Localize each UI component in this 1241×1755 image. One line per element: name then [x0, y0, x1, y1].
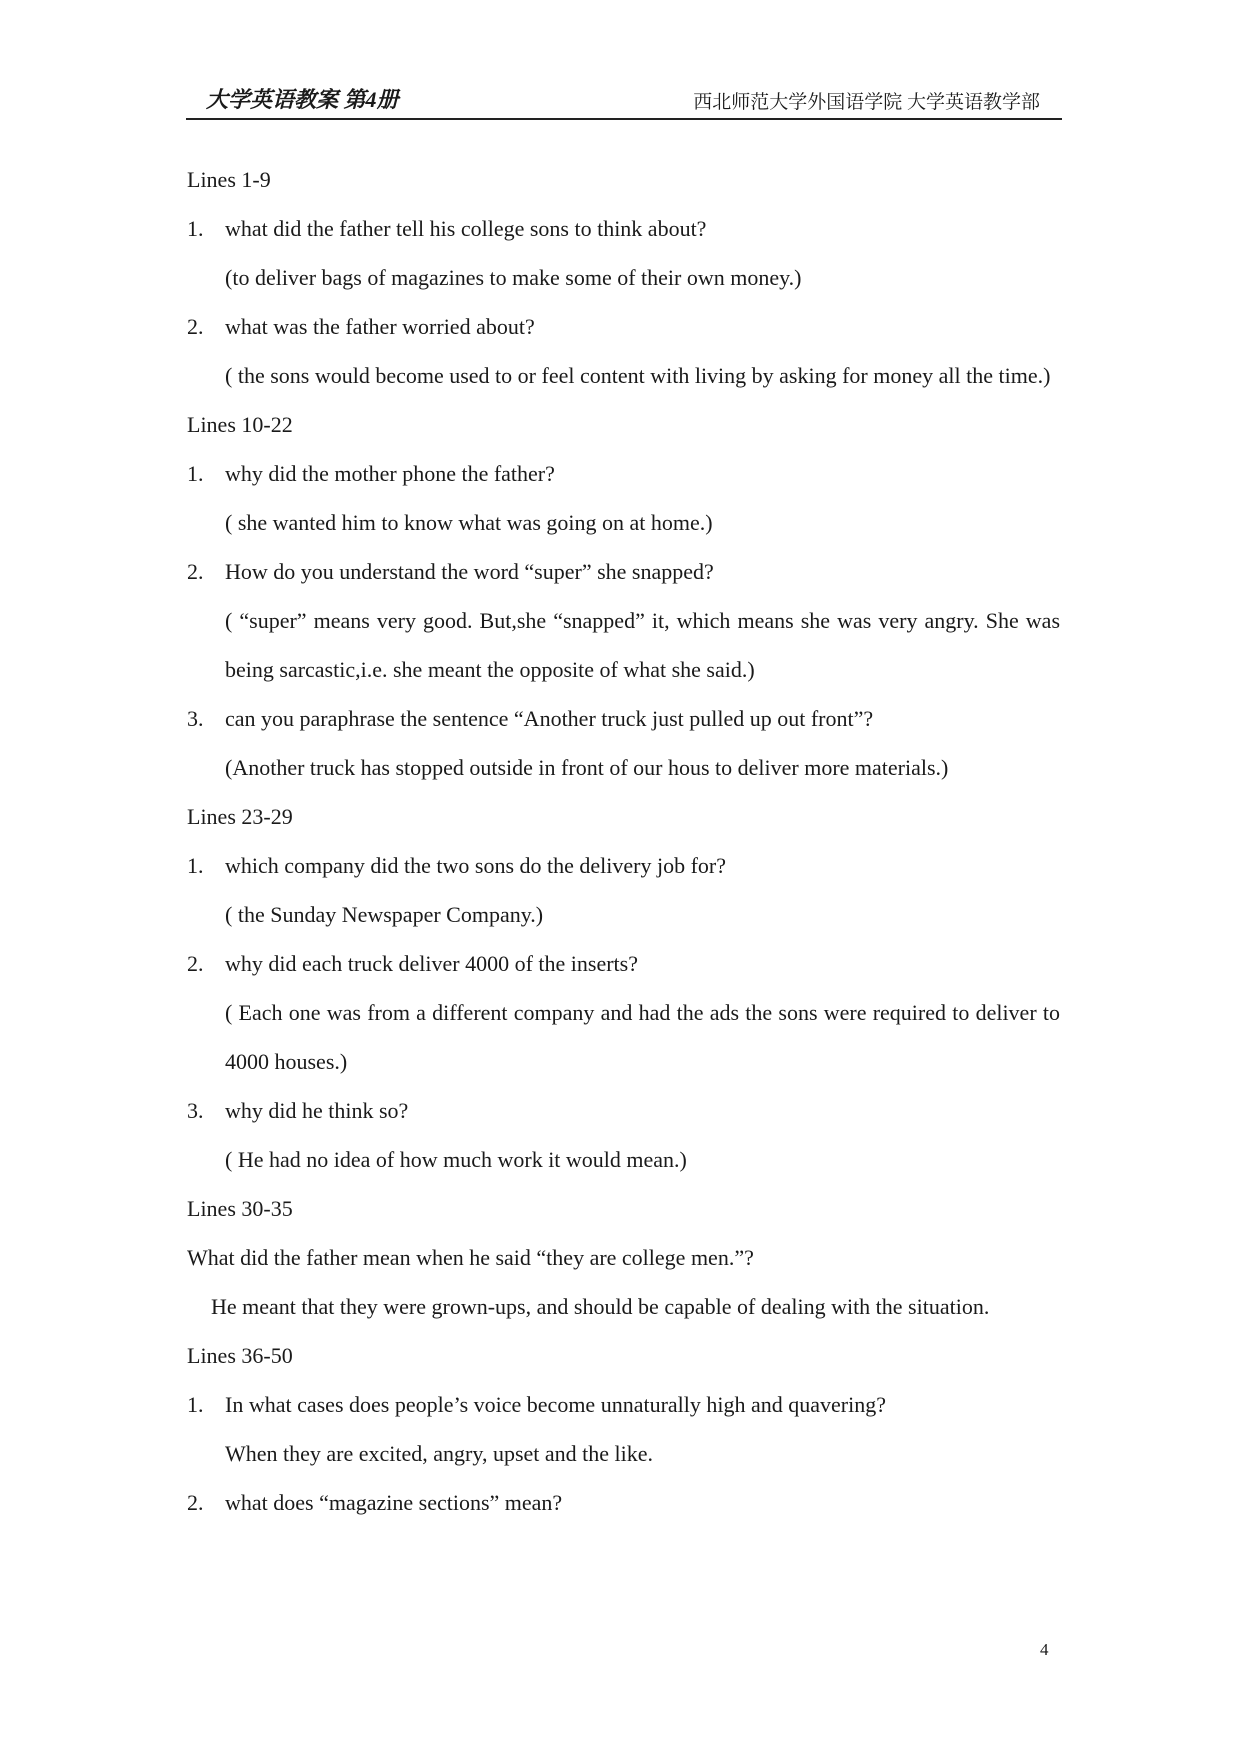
page-number: 4 [1040, 1640, 1049, 1659]
question-text: What did the father mean when he said “they are college men.”? [187, 1245, 754, 1270]
question-text: what did the father tell his college sons to think about? [225, 216, 707, 241]
question-item [187, 547, 1060, 596]
question-item [187, 1478, 1060, 1527]
question-number: 2. [187, 1490, 204, 1515]
answer-text: He meant that they were grown-ups, and should be capable of dealing with the situation. [211, 1294, 990, 1319]
answer-text: When they are excited, angry, upset and the like. [225, 1441, 654, 1466]
question-text: can you paraphrase the sentence “Another truck just pulled up out front”? [225, 706, 874, 731]
question-item [187, 204, 1060, 253]
question-text: what was the father worried about? [225, 314, 535, 339]
question-text: why did each truck deliver 4000 of the inserts? [225, 951, 638, 976]
question-number: 3. [187, 706, 204, 731]
question-item [187, 694, 1060, 743]
answer-text: ( He had no idea of how much work it would mean.) [225, 1147, 687, 1172]
question-number: 2. [187, 951, 204, 976]
answer-text: ( she wanted him to know what was going on at home.) [225, 510, 713, 535]
document-body [187, 155, 1060, 1527]
page-header [186, 88, 1062, 120]
question-item [187, 449, 1060, 498]
question-number: 2. [187, 559, 204, 584]
question-number: 1. [187, 461, 204, 486]
section-heading: Lines 23-29 [187, 804, 293, 829]
section-heading: Lines 30-35 [187, 1196, 293, 1221]
answer-text: ( the Sunday Newspaper Company.) [225, 902, 544, 927]
question-text: How do you understand the word “super” she snapped? [225, 559, 714, 584]
section-heading: Lines 36-50 [187, 1343, 293, 1368]
header-institution: 西北师范大学外国语学院 大学英语教学部 [693, 92, 1040, 113]
question-number: 1. [187, 1392, 204, 1417]
answer-text: (to deliver bags of magazines to make some of their own money.) [225, 265, 802, 290]
question-item [187, 302, 1060, 351]
answer-text: ( the sons would become used to or feel content with living by asking for money all the time.) [225, 363, 1051, 388]
question-number: 3. [187, 1098, 204, 1123]
answer-text: ( “super” means very good. But,she “snapped” it, which means she was very angry. She was being sarcastic,i.e. she meant the opposite of what she said.) [225, 608, 1060, 682]
question-text: which company did the two sons do the delivery job for? [225, 853, 727, 878]
section-heading: Lines 1-9 [187, 167, 271, 192]
question-item [187, 1380, 1060, 1429]
question-number: 1. [187, 853, 204, 878]
answer-text: (Another truck has stopped outside in front of our hous to deliver more materials.) [225, 755, 949, 780]
question-number: 1. [187, 216, 204, 241]
question-item [187, 939, 1060, 988]
question-item [187, 841, 1060, 890]
question-number: 2. [187, 314, 204, 339]
question-text: what does “magazine sections” mean? [225, 1490, 563, 1515]
answer-text: ( Each one was from a different company and had the ads the sons were required to deliver to 4000 houses.) [225, 1000, 1060, 1074]
header-course-title: 大学英语教案 第4册 [206, 87, 399, 112]
section-heading: Lines 10-22 [187, 412, 293, 437]
question-item [187, 1086, 1060, 1135]
question-text: In what cases does people’s voice become unnaturally high and quavering? [225, 1392, 886, 1417]
question-text: why did the mother phone the father? [225, 461, 555, 486]
question-text: why did he think so? [225, 1098, 409, 1123]
